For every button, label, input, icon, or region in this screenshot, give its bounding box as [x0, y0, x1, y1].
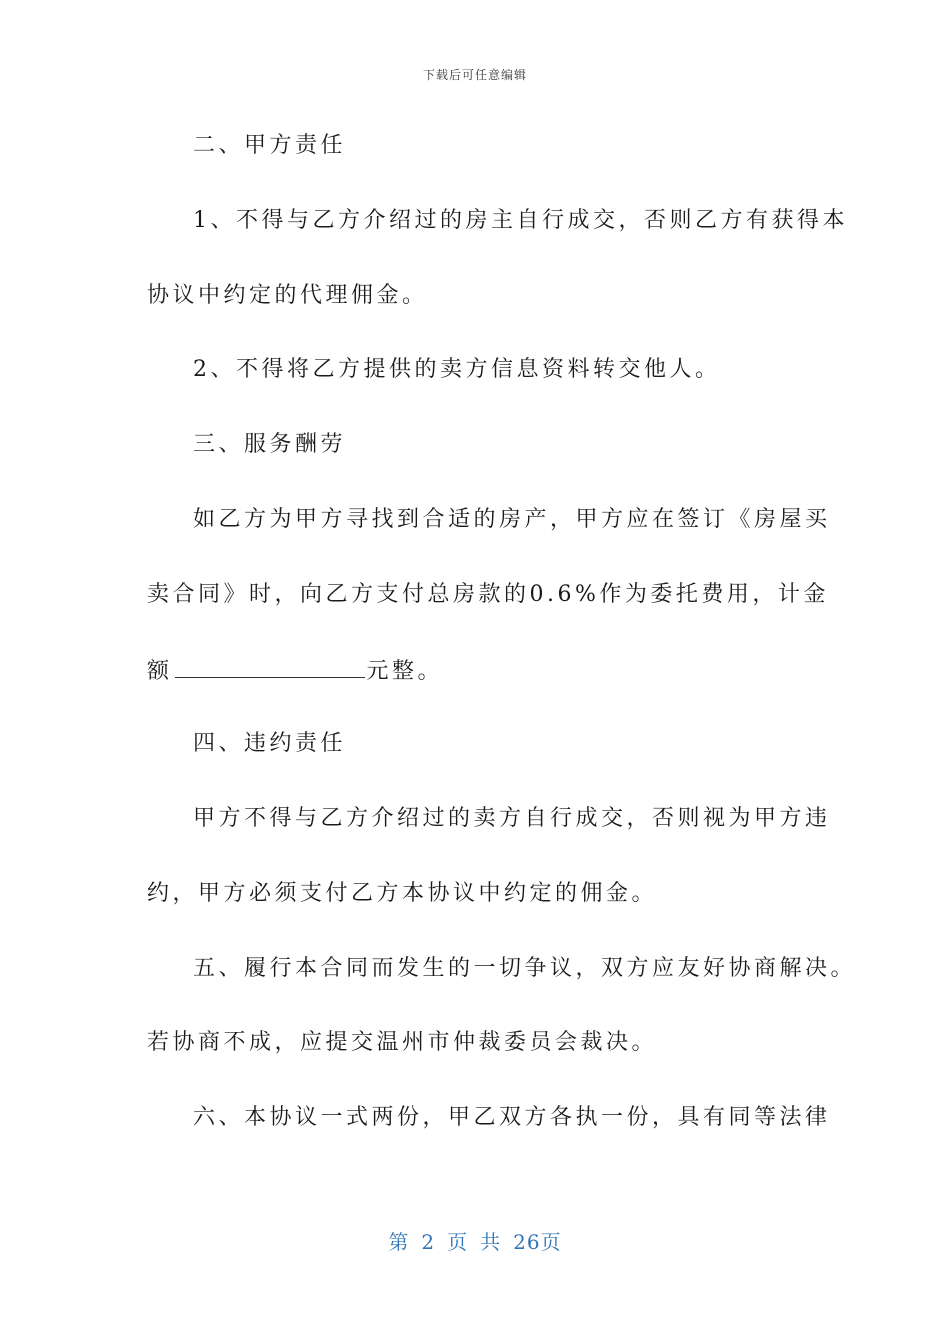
footer-di: 第 [388, 1230, 410, 1254]
amount-prefix: 额 [147, 659, 173, 684]
section3-line3 [147, 655, 443, 687]
section3-line2: 卖合同》时，向乙方支付总房款的0.6%作为委托费用，计金 [147, 582, 829, 607]
item1-line1: 1、不得与乙方介绍过的房主自行成交，否则乙方有获得本 [193, 208, 848, 233]
footer-page-number: 2 [421, 1230, 436, 1254]
footer-gong: 共 [480, 1230, 502, 1254]
section3-line1: 如乙方为甲方寻找到合适的房产，甲方应在签订《房屋买 [193, 507, 831, 532]
section2-title: 二、甲方责任 [193, 133, 347, 158]
footer-total-pages: 26页 [513, 1230, 562, 1254]
item1-line2: 协议中约定的代理佣金。 [147, 283, 428, 308]
header-note: 下载后可任意编辑 [422, 68, 527, 82]
footer-ye: 页 [447, 1230, 469, 1254]
section4-line2: 约，甲方必须支付乙方本协议中约定的佣金。 [147, 881, 658, 906]
amount-suffix: 元整。 [366, 659, 444, 684]
section3-title: 三、服务酬劳 [193, 432, 347, 457]
amount-blank [175, 655, 365, 678]
section4-line1: 甲方不得与乙方介绍过的卖方自行成交，否则视为甲方违 [193, 806, 831, 831]
section4-title: 四、违约责任 [193, 731, 347, 756]
section6-line1: 六、本协议一式两份，甲乙双方各执一份，具有同等法律 [193, 1105, 831, 1130]
section5-line1: 五、履行本合同而发生的一切争议，双方应友好协商解决。 [193, 956, 857, 981]
page-footer [0, 1226, 950, 1255]
section5-line2: 若协商不成，应提交温州市仲裁委员会裁决。 [147, 1030, 658, 1055]
item2: 2、不得将乙方提供的卖方信息资料转交他人。 [193, 357, 721, 382]
